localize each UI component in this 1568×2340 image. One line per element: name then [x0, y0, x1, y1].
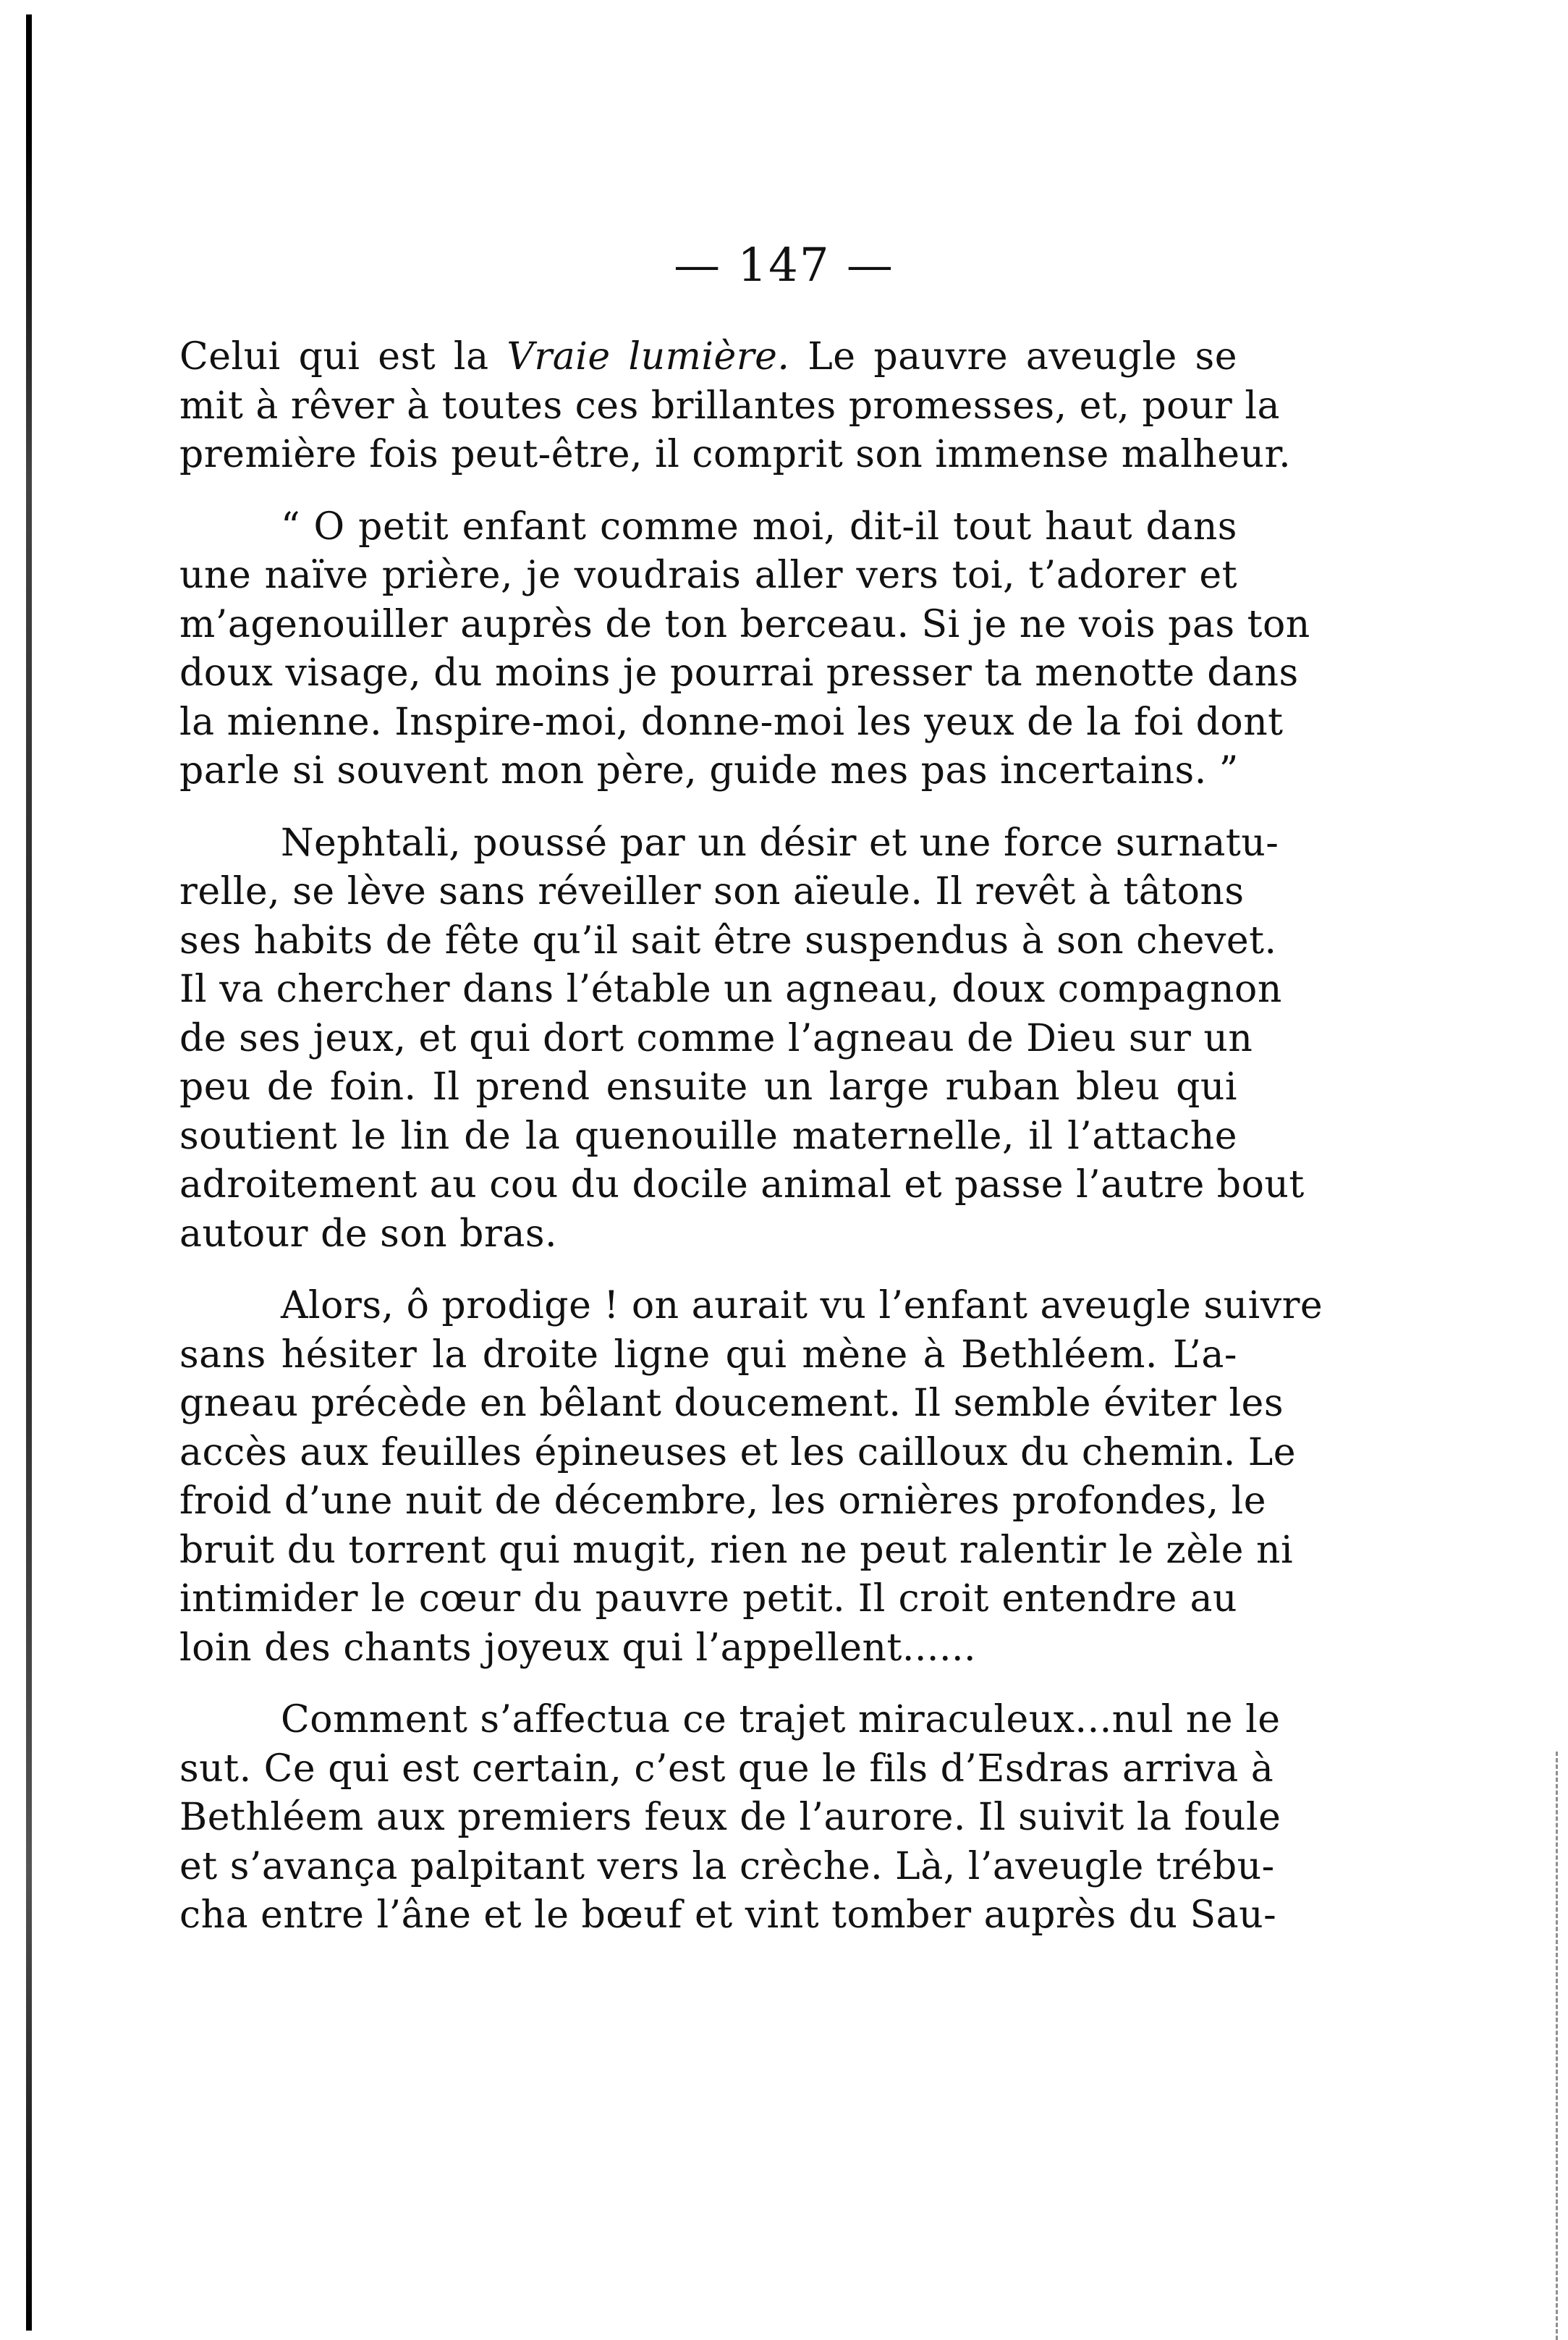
- page-edge-marks: [1556, 1752, 1562, 2340]
- paragraph-4: [179, 1282, 1323, 1673]
- text-line: peu de foin. Il prend ensuite un large ruban bleu qui: [179, 1065, 1237, 1109]
- text-line: bruit du torrent qui mugit, rien ne peut ralentir le zèle ni: [179, 1528, 1294, 1572]
- text-line: sans hésiter la droite ligne qui mène à Bethléem. L’a-: [179, 1332, 1237, 1377]
- text-line: Bethléem aux premiers feux de l’aurore. Il suivit la foule: [179, 1796, 1281, 1839]
- text-line: mit à rêver à toutes ces brillantes promesses, et, pour la: [179, 384, 1280, 428]
- text-line: doux visage, du moins je pourrai presser ta menotte dans: [179, 651, 1299, 695]
- paragraph-3: [179, 819, 1305, 1259]
- text-line: accès aux feuilles épineuses et les cailloux du chemin. Le: [179, 1430, 1297, 1474]
- text-line: Il va chercher dans l’étable un agneau, doux compagnon: [179, 968, 1282, 1011]
- text-span: Le pauvre aveugle se: [789, 335, 1237, 379]
- body-text: [179, 333, 1323, 1940]
- page-binding-edge: [26, 14, 32, 2331]
- paragraph-2: [179, 503, 1310, 796]
- text-line: autour de son bras.: [179, 1212, 558, 1256]
- text-line: la mienne. Inspire-moi, donne-moi les yeux de la foi dont: [179, 700, 1284, 744]
- paragraph-gap: [179, 1259, 1237, 1282]
- paragraph-gap: [179, 796, 1237, 819]
- text-line: sut. Ce qui est certain, c’est que le fils d’Esdras arriva à: [179, 1746, 1274, 1791]
- text-line: froid d’une nuit de décembre, les ornières profondes, le: [179, 1479, 1267, 1523]
- text-line: de ses jeux, et qui dort comme l’agneau de Dieu sur un: [179, 1016, 1253, 1060]
- text-line: une naïve prière, je voudrais aller vers toi, t’adorer et: [179, 554, 1237, 597]
- italic-phrase: Vraie lumière.: [507, 335, 790, 379]
- text-line: “ O petit enfant comme moi, dit-il tout haut dans: [281, 504, 1237, 549]
- text-line: Comment s’affectua ce trajet miraculeux...nul ne le: [281, 1698, 1281, 1741]
- text-line: cha entre l’âne et le bœuf et vint tomber auprès du Sau-: [179, 1893, 1277, 1937]
- text-line: intimider le cœur du pauvre petit. Il croit entendre au: [179, 1577, 1237, 1621]
- text-line: et s’avança palpitant vers la crèche. Là, l’aveugle trébu-: [179, 1844, 1275, 1888]
- text-line: [179, 333, 1237, 382]
- text-line: première fois peut-être, il comprit son immense malheur.: [179, 433, 1292, 476]
- text-line: adroitement au cou du docile animal et passe l’autre bout: [179, 1163, 1305, 1207]
- text-span: Celui qui est la: [179, 335, 507, 379]
- text-line: relle, se lève sans réveiller son aïeule. Il revêt à tâtons: [179, 870, 1245, 913]
- page-number: — 147 —: [674, 239, 894, 292]
- text-line: ses habits de fête qu’il sait être suspendus à son chevet.: [179, 918, 1277, 963]
- text-line: loin des chants joyeux qui l’appellent......: [179, 1626, 977, 1670]
- paragraph-5: [179, 1696, 1281, 1940]
- text-line: Alors, ô prodige ! on aurait vu l’enfant aveugle suivre: [281, 1284, 1323, 1327]
- text-line: Nephtali, poussé par un désir et une force surnatu-: [281, 821, 1279, 865]
- paragraph-gap: [179, 480, 1237, 503]
- text-line: soutient le lin de la quenouille maternelle, il l’attache: [179, 1114, 1237, 1158]
- paragraph-1: [179, 333, 1292, 480]
- paragraph-gap: [179, 1673, 1237, 1696]
- text-line: parle si souvent mon père, guide mes pas incertains. ”: [179, 749, 1239, 793]
- text-line: gneau précède en bêlant doucement. Il semble éviter les: [179, 1382, 1284, 1425]
- text-line: m’agenouiller auprès de ton berceau. Si je ne vois pas ton: [179, 602, 1310, 646]
